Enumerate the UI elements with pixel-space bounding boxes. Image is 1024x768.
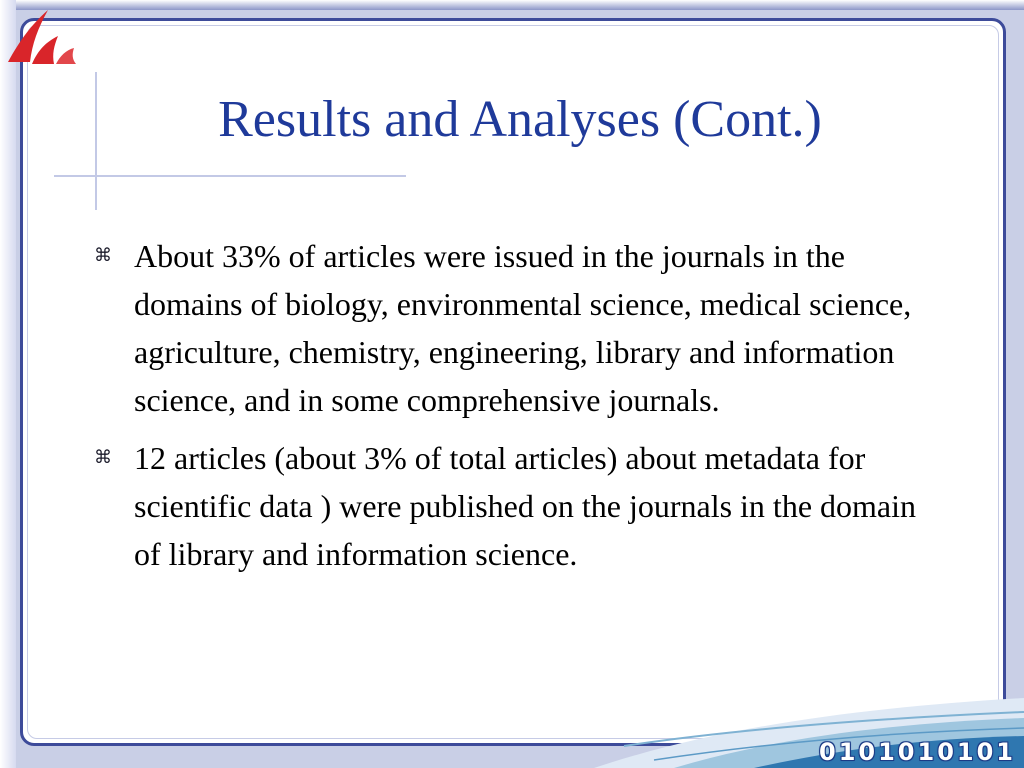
bullet-text: 12 articles (about 3% of total articles) about metadata for scientific data ) were published on the journals in the domain of library and information science. — [134, 440, 916, 572]
bullet-text: About 33% of articles were issued in the journals in the domains of biology, environmental science, medical science, agriculture, chemistry, engineering, library and information science, and in some comprehensive journals. — [134, 238, 912, 418]
bullet-item — [92, 434, 942, 578]
bullet-list — [92, 232, 942, 588]
red-wave-logo — [2, 2, 82, 72]
command-key-icon: ⌘ — [94, 245, 112, 266]
binary-decoration-text: 0101010101 — [819, 738, 1016, 766]
top-border-strip — [0, 0, 1024, 10]
decor-vertical-line — [95, 72, 97, 210]
left-border-strip — [0, 0, 16, 768]
decor-horizontal-line — [54, 175, 406, 177]
command-key-icon: ⌘ — [94, 447, 112, 468]
slide-title: Results and Analyses (Cont.) — [218, 91, 822, 148]
bullet-item — [92, 232, 942, 424]
